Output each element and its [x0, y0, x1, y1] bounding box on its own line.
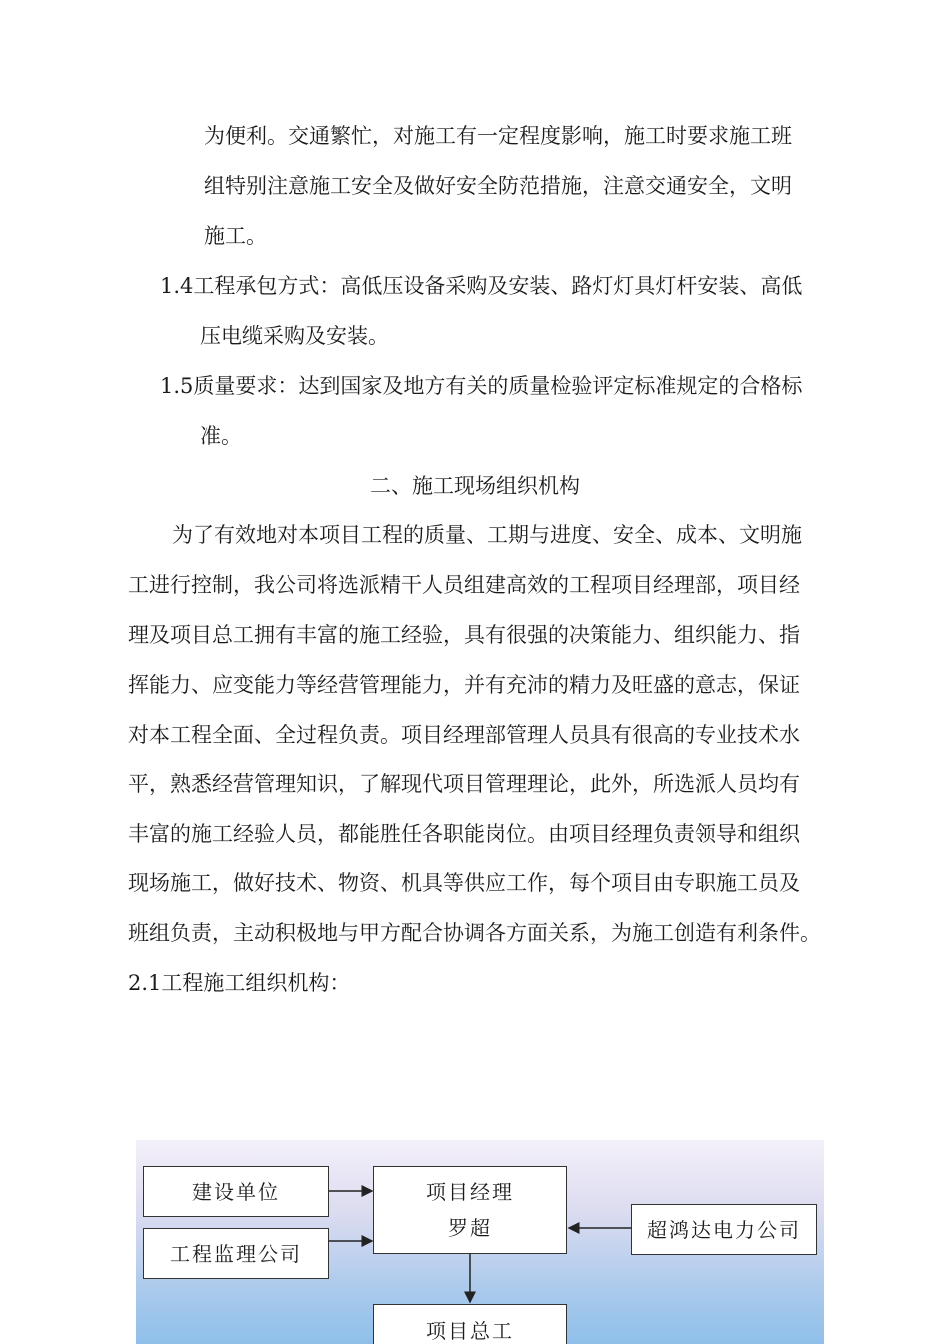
paragraph-line: 工进行控制，我公司将选派精干人员组建高效的工程项目经理部，项目经 [128, 573, 800, 597]
text-line: 为便利。交通繁忙，对施工有一定程度影响，施工时要求施工班 [204, 124, 792, 148]
section-2-1: 2.1工程施工组织机构： [128, 971, 351, 995]
box-manager-title: 项目经理 [426, 1180, 514, 1204]
section-1-5: 1.5质量要求：达到国家及地方有关的质量检验评定标准规定的合格标 [160, 374, 803, 398]
box-supervisor [143, 1228, 329, 1279]
paragraph-line: 挥能力、应变能力等经营管理能力，并有充沛的精力及旺盛的意志，保证 [128, 673, 800, 697]
section-heading: 二、施工现场组织机构 [370, 474, 580, 498]
text-line: 准。 [200, 424, 242, 448]
box-company-label: 超鸿达电力公司 [647, 1217, 801, 1242]
text-line: 组特别注意施工安全及做好安全防范措施，注意交通安全，文明 [204, 174, 792, 198]
box-owner-label: 建设单位 [192, 1179, 280, 1204]
paragraph-line: 理及项目总工拥有丰富的施工经验，具有很强的决策能力、组织能力、指 [128, 623, 800, 647]
text-line: 压电缆采购及安装。 [200, 324, 389, 348]
paragraph-line: 现场施工，做好技术、物资、机具等供应工作，每个项目由专职施工员及 [128, 871, 800, 895]
section-1-4: 1.4工程承包方式：高低压设备采购及安装、路灯灯具灯杆安装、高低 [160, 274, 803, 298]
box-manager-name: 罗超 [448, 1216, 492, 1240]
paragraph-line: 丰富的施工经验人员，都能胜任各职能岗位。由项目经理负责领导和组织 [128, 822, 800, 846]
box-supervisor-label: 工程监理公司 [170, 1241, 302, 1266]
paragraph-line: 平，熟悉经营管理知识，了解现代项目管理理论，此外，所选派人员均有 [128, 772, 800, 796]
text-line: 施工。 [204, 224, 267, 248]
box-project-manager [373, 1166, 567, 1254]
box-chief-label: 项目总工 [426, 1319, 514, 1343]
box-chief-engineer [373, 1304, 567, 1344]
box-owner [143, 1166, 329, 1217]
paragraph-line: 为了有效地对本项目工程的质量、工期与进度、安全、成本、文明施 [172, 523, 802, 547]
box-company [631, 1204, 817, 1255]
paragraph-line: 对本工程全面、全过程负责。项目经理部管理人员具有很高的专业技术水 [128, 723, 800, 747]
paragraph-line: 班组负责，主动积极地与甲方配合协调各方面关系，为施工创造有利条件。 [128, 921, 821, 945]
org-chart [136, 1140, 824, 1344]
